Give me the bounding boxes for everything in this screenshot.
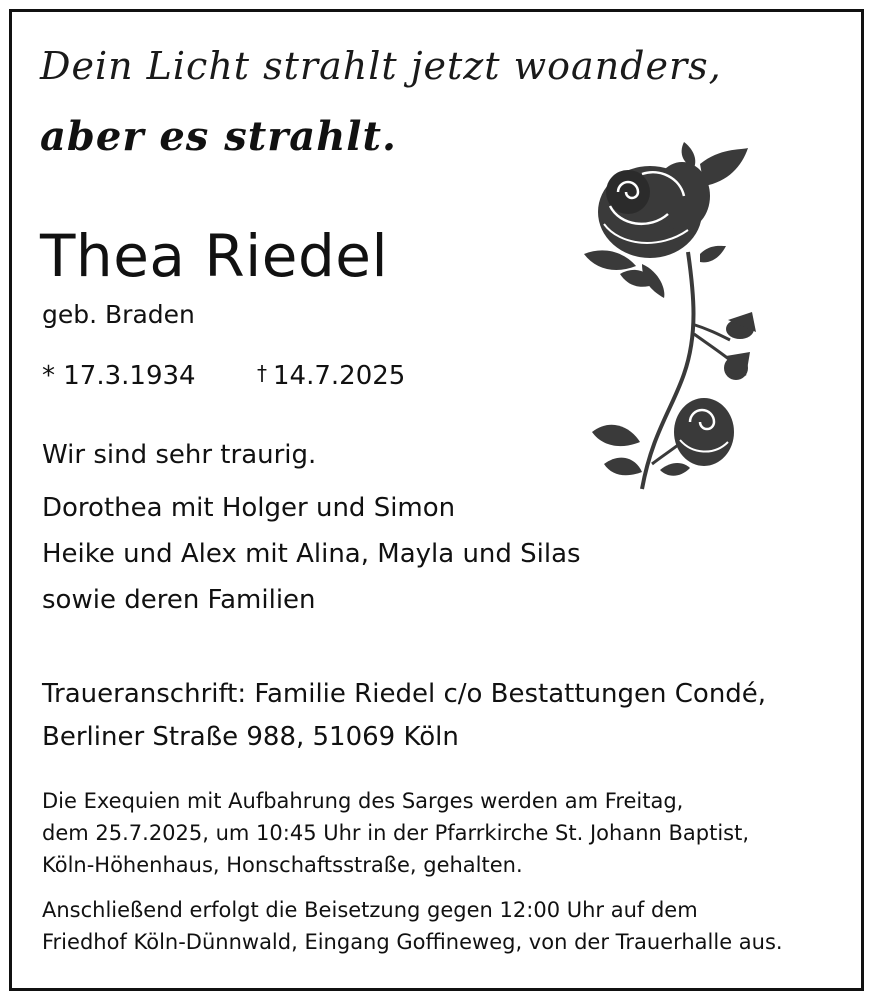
cross-icon: † [257,361,267,385]
mourning-address-line: Berliner Straße 988, 51069 Köln [42,722,459,752]
deceased-name: Thea Riedel [40,222,389,290]
mourner-line: sowie deren Familien [42,585,316,615]
exequies-line: dem 25.7.2025, um 10:45 Uhr in der Pfarrkirche St. Johann Baptist, [42,821,750,845]
rose-icon [580,134,770,498]
birth-date: * 17.3.1934 [42,361,196,391]
burial-line: Friedhof Köln-Dünnwald, Eingang Goffineweg, von der Trauerhalle aus. [42,930,783,954]
grief-message: Wir sind sehr traurig. [42,440,317,470]
motto-line-2: aber es strahlt. [40,113,397,160]
death-date-line [257,361,405,391]
burial-line: Anschließend erfolgt die Beisetzung gegen 12:00 Uhr auf dem [42,898,698,922]
motto-line-1: Dein Licht strahlt jetzt woanders, [40,44,722,88]
death-date: 14.7.2025 [273,361,406,391]
mourner-line: Dorothea mit Holger und Simon [42,493,456,523]
mourner-line: Heike und Alex mit Alina, Mayla und Silas [42,539,581,569]
exequies-line: Köln-Höhenhaus, Honschaftsstraße, gehalten. [42,853,523,877]
mourning-address-line: Traueranschrift: Familie Riedel c/o Bestattungen Condé, [42,679,767,709]
birth-name: geb. Braden [42,300,195,329]
exequies-line: Die Exequien mit Aufbahrung des Sarges werden am Freitag, [42,789,684,813]
